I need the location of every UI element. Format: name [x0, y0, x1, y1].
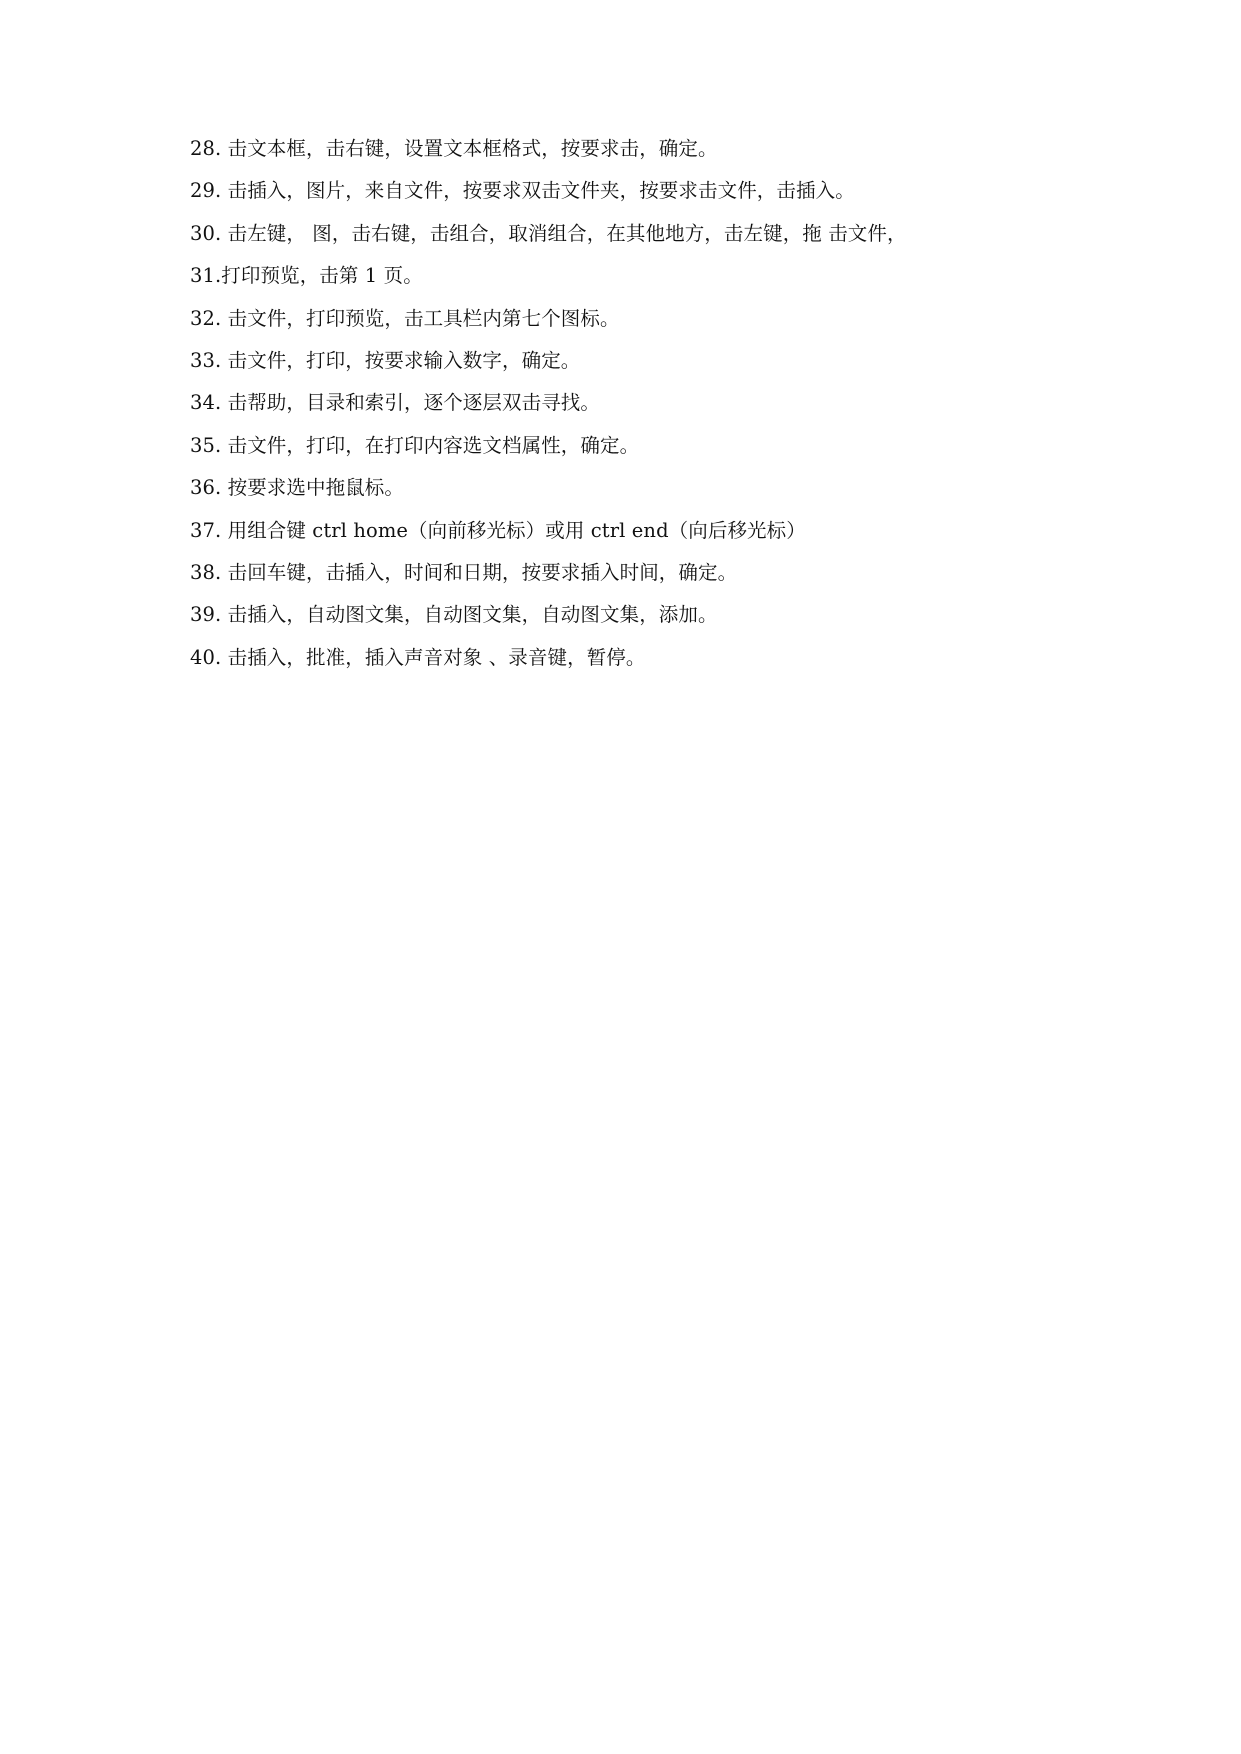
instruction-line-30: 30. 击左键， 图，击右键，击组合，取消组合，在其他地方，击左键，拖 击文件， — [190, 221, 907, 245]
instruction-line-29: 29. 击插入，图片，来自文件，按要求双击文件夹，按要求击文件，击插入。 — [190, 179, 855, 203]
instruction-line-33: 33. 击文件，打印，按要求输入数字，确定。 — [190, 348, 581, 372]
instruction-line-34: 34. 击帮助，目录和索引，逐个逐层双击寻找。 — [190, 391, 601, 415]
instruction-line-35: 35. 击文件，打印，在打印内容选文档属性，确定。 — [190, 433, 640, 457]
instruction-line-38: 38. 击回车键，击插入，时间和日期，按要求插入时间，确定。 — [190, 560, 738, 584]
instruction-line-37: 37. 用组合键 ctrl home（向前移光标）或用 ctrl end（向后移光标） — [190, 518, 806, 542]
instruction-line-40: 40. 击插入，批准，插入声音对象 、录音键，暂停。 — [190, 645, 646, 669]
instruction-line-36: 36. 按要求选中拖鼠标。 — [190, 476, 405, 500]
document-body — [190, 128, 1090, 679]
instruction-line-28: 28. 击文本框，击右键，设置文本框格式，按要求击，确定。 — [190, 137, 718, 160]
instruction-line-32: 32. 击文件，打印预览，击工具栏内第七个图标。 — [190, 306, 620, 330]
instruction-line-31: 31.打印预览，击第 1 页。 — [190, 264, 423, 288]
instruction-line-39: 39. 击插入，自动图文集，自动图文集，自动图文集，添加。 — [190, 603, 718, 627]
